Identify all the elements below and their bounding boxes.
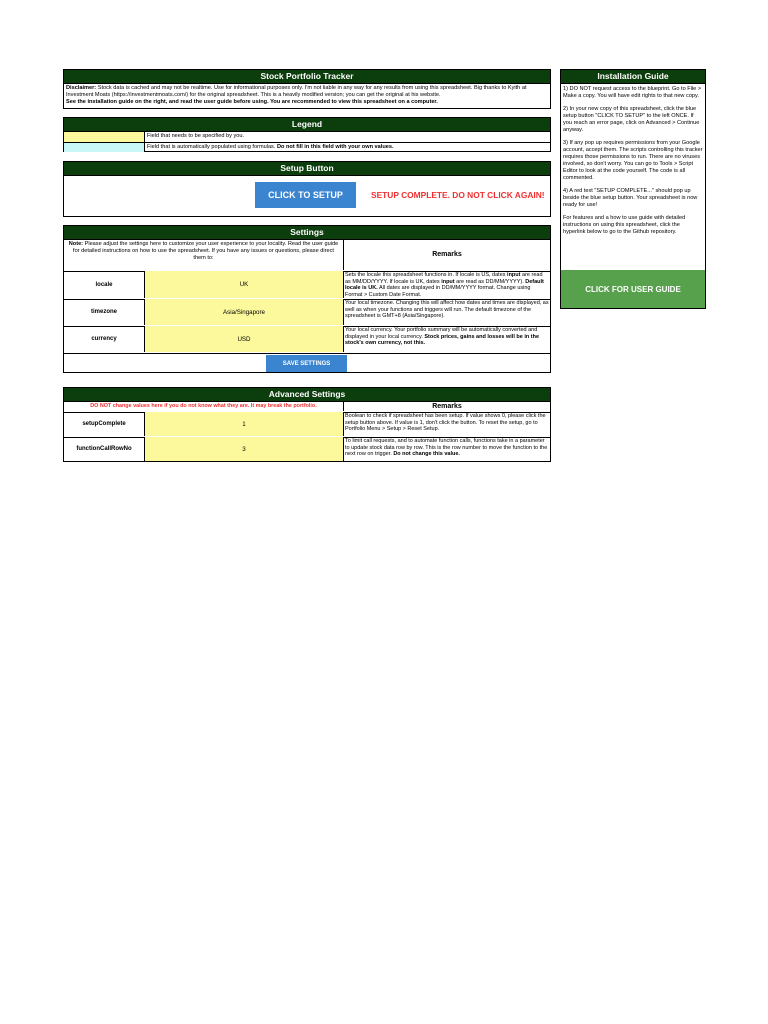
advanced-title: Advanced Settings — [64, 388, 550, 402]
legend-panel — [63, 117, 551, 152]
timezone-label: timezone — [64, 299, 145, 325]
advanced-row-functioncallrowno — [64, 437, 550, 461]
guide-step: 2) In your new copy of this spreadsheet, click the blue setup button "CLICK TO SETUP" to the left ONCE. If you reach an error page, click on Advanced > Continue anyway. — [563, 106, 700, 133]
settings-title: Settings — [64, 226, 550, 240]
user-guide-button[interactable]: CLICK FOR USER GUIDE — [561, 270, 705, 308]
timezone-remarks: Your local timezone. Changing this will affect how dates and times are displayed, as well as when your functions and triggers will run. The default timezone of the spreadsheet is GMT+8 (Asia/Singapore). — [345, 300, 549, 320]
guide-step: 4) A red text "SETUP COMPLETE..." should pop up beside the blue setup button. Your spreadsheet is now ready for use! — [563, 188, 698, 208]
advanced-warning: DO NOT change values here if you do not know what they are. It may break the portfolio. — [64, 401, 344, 411]
advanced-panel — [63, 387, 551, 462]
setupcomplete-input[interactable]: 1 — [145, 412, 344, 436]
legend-row-user — [64, 132, 550, 143]
setup-complete-text: SETUP COMPLETE. DO NOT CLICK AGAIN! — [371, 190, 545, 200]
tracker-panel — [63, 69, 551, 109]
functioncallrowno-input[interactable]: 3 — [145, 437, 344, 461]
guide-step: 1) DO NOT request access to the blueprint. Go to File > Make a copy. You will have edit rights to that new copy. — [563, 86, 702, 99]
legend-text-user: Field that needs to be specified by you. — [147, 133, 245, 139]
advanced-remarks-header: Remarks — [432, 402, 462, 410]
currency-label: currency — [64, 326, 145, 352]
guide-step: For features and a how to use guide with detailed instructions on using this spreadsheet, click the hyperlink below to go to the Github repository. — [563, 215, 686, 235]
functioncallrowno-label: functionCallRowNo — [64, 437, 145, 461]
disclaimer-text: Stock data is cached and may not be realtime. Use for informational purposes only. I'm not liable in any way for any results from using this spreadsheet. Big thanks to Kyith at Investment Moats (https://investmentmoats.com/) for the original spreadsheet. This is a heavily modified version; you can get the original at his website. — [66, 85, 527, 98]
disclaimer — [64, 84, 550, 107]
installation-guide-panel — [560, 69, 706, 309]
timezone-input[interactable]: Asia/Singapore — [145, 299, 344, 325]
functioncallrowno-remarks: To limit call requests, and to automate function calls, functions take in a parameter to update stock data row by row. This is the row number to move the function to the next row on trigger. Do not change this value. — [345, 438, 548, 458]
locale-input[interactable]: UK — [145, 271, 344, 298]
settings-note: Note: Please adjust the settings here to customize your user experience to your locality. Read the user guide for detailed instructions on how to use the spreadsheet. If you have any issues or questions, please direct them to: — [64, 239, 344, 270]
advanced-row-setupcomplete — [64, 412, 550, 438]
setupcomplete-label: setupComplete — [64, 412, 145, 436]
legend-title: Legend — [64, 118, 550, 132]
setupcomplete-remarks: Boolean to check if spreadsheet has been setup. If value shows 0, please click the setup button above. If value is 1, don't click the button. To reset the setup, go to Portfolio Menu > Setup > Reset Setup. — [345, 413, 546, 433]
guide-step: 3) If any pop up requires permissions from your Google account, accept them. The scripts controlling this tracker requires those permissions to run. There are no viruses involved, so don't worry. You can go to Tools > Script Editor to look at the code yourself. The code is all commented. — [563, 140, 703, 181]
settings-remarks-header: Remarks — [432, 251, 462, 258]
settings-row-timezone — [64, 299, 550, 327]
locale-label: locale — [64, 271, 145, 298]
settings-row-currency — [64, 326, 550, 354]
locale-remarks: Sets the locale this spreadsheet functions in. If locale is US, dates input are read as MM/DD/YYYY. If locale is UK, dates input are read as DD/MM/YYYY). Default locale is UK. All dates are displayed in DD/MM/YYYY format. Change using Format > Custom Date Format. — [345, 272, 544, 298]
click-to-setup-button[interactable]: CLICK TO SETUP — [255, 182, 356, 208]
tracker-title: Stock Portfolio Tracker — [64, 70, 550, 84]
disclaimer-bold: See the installation guide on the right, and read the user guide before using. You are recommended to view this spreadsheet on a computer. — [66, 99, 438, 105]
settings-row-locale — [64, 271, 550, 300]
setup-title: Setup Button — [64, 162, 550, 176]
setup-panel — [63, 161, 551, 217]
currency-remarks: Your local currency. Your portfolio summary will be automatically converted and displayed in your local currency. Stock prices, gains and losses will be in the stock's own currency, not this. — [345, 327, 540, 347]
legend-swatch-cyan — [64, 143, 145, 152]
legend-row-auto — [64, 143, 550, 152]
save-settings-button[interactable]: SAVE SETTINGS — [266, 355, 347, 372]
legend-swatch-yellow — [64, 132, 145, 142]
settings-header-row — [64, 239, 550, 272]
legend-text-auto: Field that is automatically populated using formulas. Do not fill in this field with your own values. — [147, 144, 394, 150]
guide-steps — [561, 84, 705, 244]
guide-title: Installation Guide — [561, 70, 705, 84]
disclaimer-label: Disclaimer: — [66, 85, 97, 91]
currency-input[interactable]: USD — [145, 326, 344, 352]
settings-panel — [63, 225, 551, 373]
